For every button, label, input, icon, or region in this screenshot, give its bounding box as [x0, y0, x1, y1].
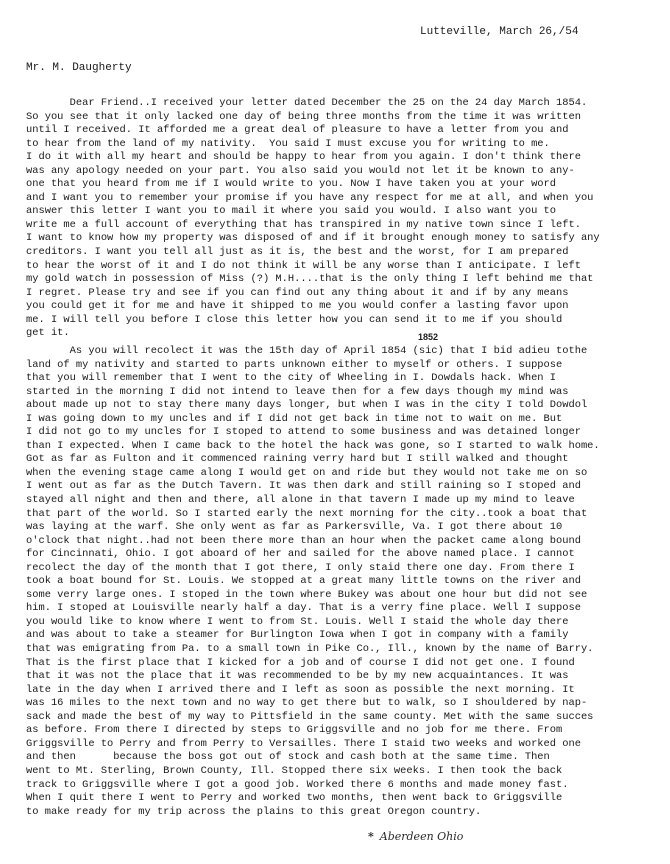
text-line: until I received. It afforded me a great deal of pleasure to have a letter from you and: [26, 124, 569, 137]
text-line: that you will remember that I went to the city of Wheeling in I. Dowdals hack. When I: [26, 372, 557, 385]
text-line: Dear Friend..I received your letter dated December the 25 on the 24 day March 1854.: [26, 97, 588, 109]
text-line: That is the first place that I kicked for a job and of course I did not get one. I found: [26, 656, 575, 669]
paragraph-2: [26, 345, 652, 819]
footnote-text: Aberdeen Ohio: [379, 830, 464, 843]
text-line: I want to know how my property was disposed of and if it brought enough money to satisfy any: [26, 232, 600, 245]
text-line: creditors. I want you tell all just as it is, the best and the worst, for I am prepared: [26, 246, 569, 259]
text-line: that part of the world. So I started early the next morning for the city..took a boat that: [26, 507, 588, 520]
text-line: When I quit there I went to Perry and worked two months, then went back to Griggsville: [26, 792, 563, 805]
text-line: late in the day when I arrived there and I left as soon as possible the next morning. It: [26, 683, 575, 696]
text-line: one that you heard from me if I would write to you. Now I have taken you at your word: [26, 178, 557, 191]
text-line: about made up not to stay there many days longer, but when I was in the city I told Dowdol: [26, 399, 588, 412]
text-line: that it was not the place that it was recommended to be by my new acquaintances. It was: [26, 670, 569, 683]
text-line: to make ready for my trip across the plains to this great Oregon country.: [26, 805, 482, 818]
text-line: and I want you to remember your promise if you have any respect for me at all, and when you: [26, 191, 594, 204]
text-line: you could get it for me and have it shipped to me you would confer a lasting favor upon: [26, 300, 569, 313]
text-line: my gold watch in possession of Miss (?) M.H....that is the only thing I left behind me that: [26, 273, 594, 286]
text-line: sack and made the best of my way to Pittsfield in the same county. Met with the same succes: [26, 710, 594, 723]
text-line: went to Mt. Sterling, Brown County, Ill. Stopped there six weeks. I then took the back: [26, 764, 563, 777]
text-line: Griggsville to Perry and from Perry to Versailles. There I staid two weeks and worked one: [26, 737, 581, 750]
text-line: started in the morning I did not intend to leave then for a few days though my mind was: [26, 385, 569, 398]
paragraph-1: [26, 97, 652, 341]
text-line: took a boat bound for St. Louis. We stopped at a great many little towns on the river and: [26, 575, 581, 588]
text-line: was 16 miles to the next town and no way to get there but to walk, so I shouldered by nap-: [26, 697, 588, 710]
text-line: to hear from the land of my nativity. You said I must excuse you for writing to me.: [26, 137, 550, 150]
dateline: Lutteville, March 26,/54: [420, 26, 579, 38]
text-line: than I expected. When I came back to the hotel the hack was gone, so I started to walk home.: [26, 439, 600, 452]
text-line: land of my nativity and started to parts unknown either to myself or others. I suppose: [26, 358, 563, 371]
text-line: o'clock that night..had not been there more than an hour when the packet came along bound: [26, 534, 581, 547]
text-line: some verry large ones. I stoped in the town where Bukey was about one hour but did not see: [26, 588, 588, 601]
text-line: track to Griggsville where I got a good job. Worked there 6 months and made money fast.: [26, 778, 569, 791]
text-line: was laying at the warf. She only went as far as Parkersville, Va. I got there about 10: [26, 521, 563, 534]
text-line: recolect the day of the month that I got there, I only staid there one day. From there I: [26, 561, 575, 574]
text-line: So you see that it only lacked one day of being three months from the time it was written: [26, 110, 581, 123]
handwritten-year-correction: 1852: [418, 332, 439, 342]
text-line: that was emigrating from Pa. to a small town in Pike Co., Ill., known by the name of Barry.: [26, 643, 594, 656]
text-line: Got as far as Fulton and it commenced raining verry hard but I still walked and thought: [26, 453, 569, 466]
text-line: was any apology needed on your part. You also said you would not let it be known to any-: [26, 164, 575, 177]
text-line: to hear the worst of it and I do not think it will be any worse than I anticipate. I left: [26, 259, 581, 272]
text-line: and was about to take a steamer for Burlington Iowa when I got in company with a family: [26, 629, 569, 642]
text-line: stayed all night and then and there, all alone in that tavern I made up my mind to leave: [26, 494, 575, 507]
text-line: me. I will tell you before I close this letter how you can send it to me if you should: [26, 313, 563, 326]
text-line: write me a full account of everything that has transpired in my native town since I left.: [26, 218, 581, 231]
text-line: I did not go to my uncles for I stoped to attend to some business and was detained longer: [26, 426, 581, 439]
text-line: answer this letter I want you to mail it where you said you would. I also want you to: [26, 205, 557, 218]
handwritten-footnote: [368, 830, 463, 844]
text-line: I do it with all my heart and should be happy to hear from you again. I don't think there: [26, 151, 581, 164]
text-line: get it.: [26, 327, 70, 340]
text-line: for Cincinnati, Ohio. I got aboard of her and sailed for the above named place. I cannot: [26, 548, 575, 561]
text-line: As you will recolect it was the 15th day of April 1854 (sic) that I bid adieu tothe: [26, 345, 588, 357]
text-line: as before. From there I directed by steps to Griggsville and no job for me there. From: [26, 724, 563, 737]
text-line: I regret. Please try and see if you can find out any thing about it and if by any means: [26, 286, 569, 299]
text-line: I went out as far as the Dutch Tavern. It was then dark and still raining so I stoped and: [26, 480, 581, 493]
text-line: when the evening stage came along I would get on and ride but they would not take me on so: [26, 466, 588, 479]
text-line: I was going down to my uncles and if I did not get back in time not to wait on me. But: [26, 412, 563, 425]
salutation: Mr. M. Daugherty: [26, 62, 132, 74]
text-line: him. I stoped at Louisville nearly half a day. That is a verry fine place. Well I suppose: [26, 602, 581, 615]
text-line: and then because the boss got out of stock and cash both at the same time. Then: [26, 751, 550, 764]
asterisk-icon: *: [368, 830, 374, 843]
text-line: you would like to know where I went to from St. Louis. Well I staid the whole day there: [26, 615, 569, 628]
